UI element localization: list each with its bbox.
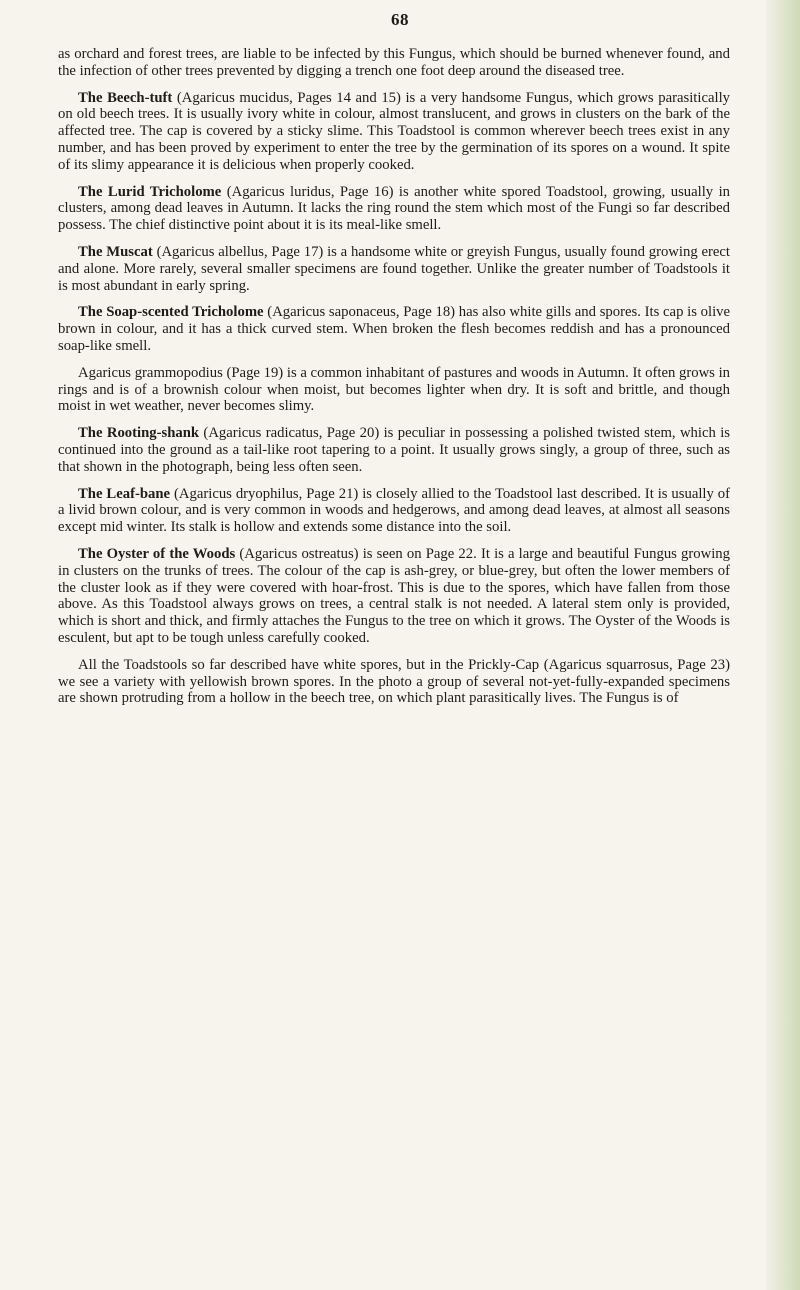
paragraph-body: All the Toadstools so far described have white spores, but in the Prickly-Cap (Agaricus squarrosus, Page 23) we see a variety with yellowish brown spores. In the photo a group of several not-yet-fully-expanded specimens are shown protruding from a hollow in the beech tree, on which plant parasitically lives. The Fungus is of xyxy=(58,656,730,707)
paragraph xyxy=(58,546,730,647)
paragraph-body: (Agaricus mucidus, Pages 14 and 15) is a very handsome Fungus, which grows parasitically on old beech trees. It is usually ivory white in colour, almost translucent, and grows in clusters on the bark of the affected tree. The cap is covered by a sticky slime. This Toadstool is common wherever beech trees exist in any number, and has been proved by experiment to enter the tree by the germination of its spores on a wound. It spite of its slimy appearance it is delicious when properly cooked. xyxy=(58,89,730,173)
paragraph xyxy=(58,304,730,354)
paragraph-lead: The Oyster of the Woods xyxy=(78,545,236,562)
paragraph xyxy=(58,486,730,536)
page-number: 68 xyxy=(391,10,409,29)
paragraph-body: (Agaricus dryophilus, Page 21) is closely allied to the Toadstool last described. It is usually of a livid brown colour, and is very common in woods and hedgerows, and among dead leaves, at almost all seasons except mid winter. Its stalk is hollow and extends some distance into the soil. xyxy=(58,485,730,536)
paragraph-body: Agaricus grammopodius (Page 19) is a common inhabitant of pastures and woods in Autumn. It often grows in rings and is of a brownish colour when moist, but becomes lighter when dry. It is soft and brittle, and though moist in wet weather, never becomes slimy. xyxy=(58,364,730,415)
paragraph-lead: The Soap-scented Tricholome xyxy=(78,304,264,321)
paragraph-body: as orchard and forest trees, are liable to be infected by this Fungus, which should be burned whenever found, and the infection of other trees prevented by digging a trench one foot deep around the diseased tree. xyxy=(58,46,730,79)
paragraph-lead: The Rooting-shank xyxy=(78,425,200,442)
paragraph xyxy=(58,90,730,174)
paragraph xyxy=(58,657,730,707)
paragraph xyxy=(58,425,730,475)
paragraph-lead: The Lurid Tricholome xyxy=(78,183,222,200)
page-edge-shadow xyxy=(766,0,800,1290)
paragraph xyxy=(58,244,730,294)
paragraph xyxy=(58,46,730,80)
paragraph-body: (Agaricus albellus, Page 17) is a handsome white or greyish Fungus, usually found growing erect and alone. More rarely, several smaller specimens are found together. Unlike the greater number of Toadstools it is most abundant in early spring. xyxy=(58,243,730,294)
paragraph-body: (Agaricus radicatus, Page 20) is peculiar in possessing a polished twisted stem, which is continued into the ground as a tail-like root tapering to a point. It usually grows singly, a group of three, such as that shown in the photograph, being less often seen. xyxy=(58,425,730,475)
body-text xyxy=(58,46,730,717)
paragraph xyxy=(58,184,730,234)
paragraph xyxy=(58,365,730,415)
paragraph-lead: The Leaf-bane xyxy=(78,485,171,502)
paragraph-lead: The Beech-tuft xyxy=(78,89,173,106)
paragraph-lead: The Muscat xyxy=(78,243,153,260)
paragraph-body: (Agaricus ostreatus) is seen on Page 22. It is a large and beautiful Fungus growing in clusters on the trunks of trees. The colour of the cap is ash-grey, or blue-grey, but often the lower members of the cluster look as if they were covered with hoar-frost. This is due to the spores, which have fallen from those above. As this Toadstool always grows on trees, a central stalk is not needed. A lateral stem only is provided, which is short and thick, and firmly attaches the Fungus to the tree on which it grows. The Oyster of the Woods is esculent, but apt to be tough unless carefully cooked. xyxy=(58,545,730,646)
paragraph-body: (Agaricus luridus, Page 16) is another white spored Toadstool, growing, usually in clusters, among dead leaves in Autumn. It lacks the ring round the stem which most of the Fungi so far described possess. The chief distinctive point about it is its meal-like smell. xyxy=(58,183,730,234)
paragraph-body: (Agaricus saponaceus, Page 18) has also white gills and spores. Its cap is olive brown in colour, and it has a thick curved stem. When broken the flesh becomes reddish and has a pronounced soap-like smell. xyxy=(58,304,731,354)
